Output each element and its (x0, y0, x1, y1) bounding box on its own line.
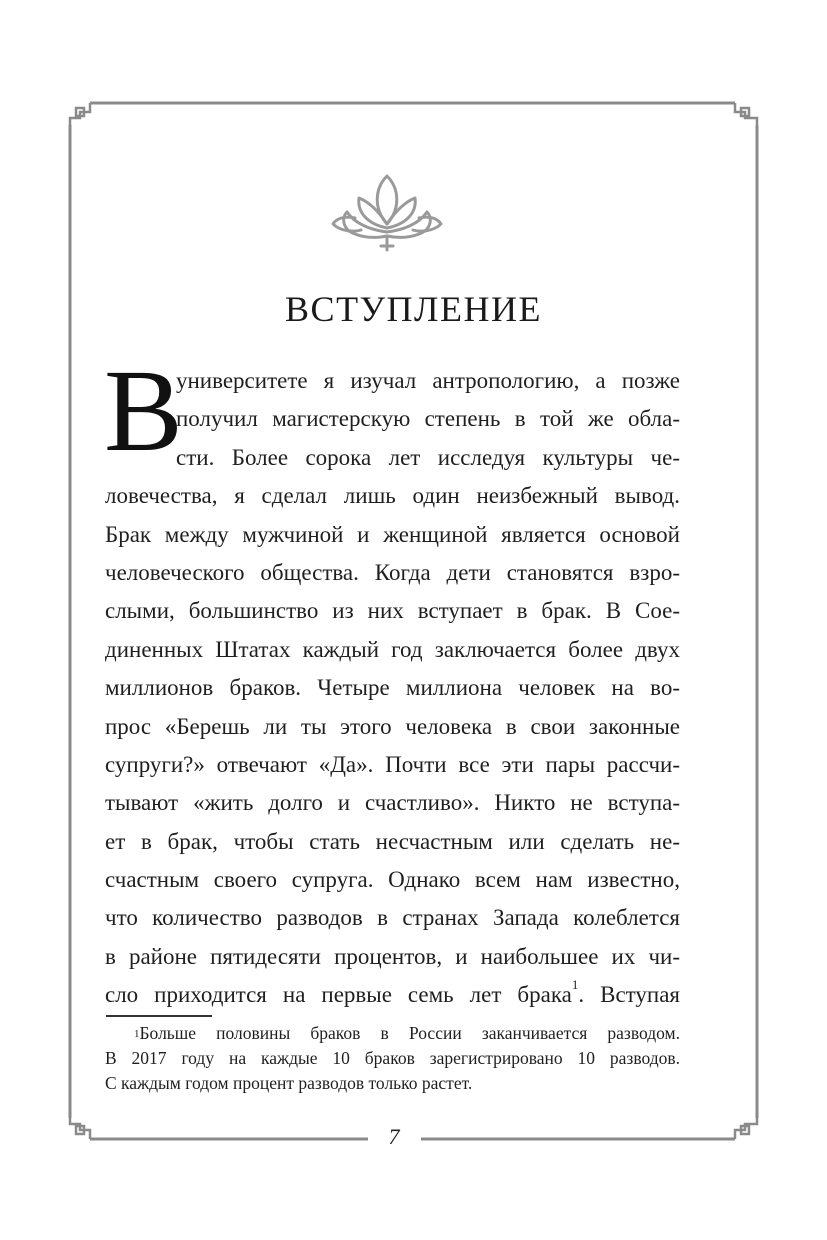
page-number: 7 (388, 1124, 400, 1149)
chapter-body (105, 362, 680, 1015)
footnote-line: С каждым годом процент разводов только растет. (105, 1073, 473, 1093)
body-line: миллионов браков. Четыре миллиона человек на во- (105, 675, 680, 701)
body-line: университете я изучал антропологию, а позже (176, 368, 680, 393)
body-line: тывают «жить долго и счастливо». Никто не вступа- (105, 790, 680, 816)
body-line: Брак между мужчиной и женщиной является основой (105, 521, 680, 547)
body-line: человеческого общества. Когда дети становятся взро- (105, 559, 680, 585)
body-line: ловечества, я сделал лишь один неизбежный вывод. (105, 483, 680, 509)
footnote-line (105, 1021, 680, 1046)
lotus-icon (331, 172, 443, 252)
footnote-line: В 2017 году на каждые 10 браков зарегистрировано 10 разводов. (105, 1048, 680, 1068)
body-line: что количество разводов в странах Запада колеблется (105, 905, 680, 931)
chapter-title: ВСТУПЛЕНИЕ (285, 289, 542, 329)
body-line: прос «Берешь ли ты этого человека в свои законные (105, 713, 680, 739)
footnote (105, 1021, 680, 1096)
body-line: диненных Штатах каждый год заключается более двух (105, 636, 680, 662)
body-line: ет в брак, чтобы стать несчастным или сделать не- (105, 828, 680, 854)
body-line: супруги?» отвечают «Да». Почти все эти пары рассчи- (105, 751, 680, 777)
body-line: слыми, большинство из них вступает в брак. В Сое- (105, 598, 680, 624)
body-line: в районе пятидесяти процентов, и наибольшее их чи- (105, 943, 680, 969)
footnote-text: Больше половины браков в России заканчивается разводом. (139, 1023, 680, 1043)
drop-cap: В (104, 345, 183, 476)
body-text-after-ref: . Вступая (578, 982, 680, 1008)
footnote-divider (106, 1015, 212, 1017)
footnote-marker: 1 (134, 1028, 140, 1040)
body-line: сти. Более сорока лет исследуя культуры че- (176, 444, 680, 470)
body-line-last (105, 976, 680, 1014)
body-line: получил магистерскую степень в той же обла- (176, 406, 680, 432)
body-text-before-ref: сло приходится на первые семь лет брака (105, 982, 572, 1008)
footnote-reference[interactable]: 1 (571, 977, 579, 993)
body-line: счастным своего супруга. Однако всем нам известно, (105, 867, 680, 893)
